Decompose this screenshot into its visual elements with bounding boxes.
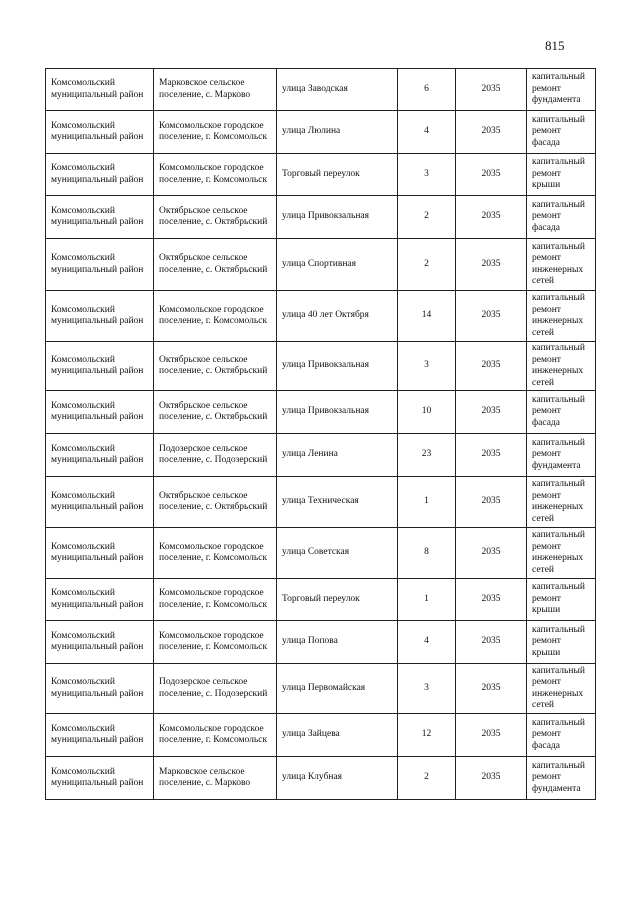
street-cell: улица Привокзальная [277,391,398,434]
district-cell: Комсомольский муниципальный район [46,69,154,111]
settlement-cell: Октябрьское сельское поселение, с. Октябрьский [154,477,277,528]
settlement-cell: Комсомольское городское поселение, г. Комсомольск [154,528,277,579]
house-number-cell: 1 [398,477,456,528]
table-row [46,196,596,239]
year-cell: 2035 [456,714,527,757]
house-number-cell: 1 [398,579,456,621]
district-cell: Комсомольский муниципальный район [46,391,154,434]
work-type-cell: капитальный ремонт фасада [527,111,596,154]
table-row [46,434,596,477]
work-type-cell: капитальный ремонт фасада [527,196,596,239]
house-number-cell: 8 [398,528,456,579]
work-type-cell: капитальный ремонт крыши [527,579,596,621]
street-cell: улица 40 лет Октября [277,291,398,342]
work-type-cell: капитальный ремонт инженерных сетей [527,664,596,714]
district-cell: Комсомольский муниципальный район [46,196,154,239]
table-row [46,664,596,714]
settlement-cell: Комсомольское городское поселение, г. Комсомольск [154,579,277,621]
house-number-cell: 3 [398,342,456,391]
house-number-cell: 4 [398,111,456,154]
house-number-cell: 10 [398,391,456,434]
district-cell: Комсомольский муниципальный район [46,621,154,664]
work-type-cell: капитальный ремонт инженерных сетей [527,291,596,342]
district-cell: Комсомольский муниципальный район [46,528,154,579]
year-cell: 2035 [456,477,527,528]
street-cell: улица Спортивная [277,239,398,291]
street-cell: улица Техническая [277,477,398,528]
year-cell: 2035 [456,621,527,664]
table-row [46,757,596,800]
street-cell: улица Советская [277,528,398,579]
table-row [46,154,596,196]
year-cell: 2035 [456,391,527,434]
street-cell: улица Люлина [277,111,398,154]
work-type-cell: капитальный ремонт инженерных сетей [527,528,596,579]
district-cell: Комсомольский муниципальный район [46,342,154,391]
settlement-cell: Марковское сельское поселение, с. Марково [154,757,277,800]
repair-registry-table [45,68,596,800]
house-number-cell: 2 [398,757,456,800]
district-cell: Комсомольский муниципальный район [46,477,154,528]
year-cell: 2035 [456,154,527,196]
work-type-cell: капитальный ремонт фундамента [527,757,596,800]
street-cell: улица Попова [277,621,398,664]
settlement-cell: Подозерское сельское поселение, с. Подозерский [154,434,277,477]
settlement-cell: Комсомольское городское поселение, г. Комсомольск [154,291,277,342]
house-number-cell: 2 [398,196,456,239]
district-cell: Комсомольский муниципальный район [46,664,154,714]
year-cell: 2035 [456,664,527,714]
house-number-cell: 3 [398,664,456,714]
street-cell: улица Привокзальная [277,196,398,239]
year-cell: 2035 [456,579,527,621]
street-cell: улица Ленина [277,434,398,477]
house-number-cell: 3 [398,154,456,196]
year-cell: 2035 [456,111,527,154]
table-row [46,111,596,154]
settlement-cell: Комсомольское городское поселение, г. Комсомольск [154,154,277,196]
street-cell: Торговый переулок [277,154,398,196]
district-cell: Комсомольский муниципальный район [46,111,154,154]
table-row [46,391,596,434]
table-row [46,528,596,579]
work-type-cell: капитальный ремонт инженерных сетей [527,342,596,391]
street-cell: улица Привокзальная [277,342,398,391]
district-cell: Комсомольский муниципальный район [46,291,154,342]
district-cell: Комсомольский муниципальный район [46,154,154,196]
year-cell: 2035 [456,291,527,342]
work-type-cell: капитальный ремонт фундамента [527,434,596,477]
house-number-cell: 2 [398,239,456,291]
year-cell: 2035 [456,434,527,477]
table-row [46,579,596,621]
house-number-cell: 23 [398,434,456,477]
work-type-cell: капитальный ремонт крыши [527,154,596,196]
table-row [46,714,596,757]
work-type-cell: капитальный ремонт крыши [527,621,596,664]
district-cell: Комсомольский муниципальный район [46,757,154,800]
street-cell: улица Клубная [277,757,398,800]
work-type-cell: капитальный ремонт инженерных сетей [527,477,596,528]
work-type-cell: капитальный ремонт инженерных сетей [527,239,596,291]
settlement-cell: Комсомольское городское поселение, г. Комсомольск [154,621,277,664]
house-number-cell: 4 [398,621,456,664]
settlement-cell: Подозерское сельское поселение, с. Подозерский [154,664,277,714]
house-number-cell: 12 [398,714,456,757]
table-row [46,69,596,111]
district-cell: Комсомольский муниципальный район [46,239,154,291]
house-number-cell: 14 [398,291,456,342]
work-type-cell: капитальный ремонт фасада [527,714,596,757]
settlement-cell: Октябрьское сельское поселение, с. Октябрьский [154,239,277,291]
year-cell: 2035 [456,342,527,391]
table-body [46,69,596,800]
settlement-cell: Октябрьское сельское поселение, с. Октябрьский [154,391,277,434]
settlement-cell: Комсомольское городское поселение, г. Комсомольск [154,111,277,154]
street-cell: улица Заводская [277,69,398,111]
district-cell: Комсомольский муниципальный район [46,579,154,621]
settlement-cell: Октябрьское сельское поселение, с. Октябрьский [154,342,277,391]
settlement-cell: Марковское сельское поселение, с. Марково [154,69,277,111]
district-cell: Комсомольский муниципальный район [46,714,154,757]
table-row [46,477,596,528]
year-cell: 2035 [456,757,527,800]
year-cell: 2035 [456,528,527,579]
settlement-cell: Комсомольское городское поселение, г. Комсомольск [154,714,277,757]
district-cell: Комсомольский муниципальный район [46,434,154,477]
page-number: 815 [545,38,565,53]
house-number-cell: 6 [398,69,456,111]
table-row [46,291,596,342]
year-cell: 2035 [456,196,527,239]
street-cell: улица Первомайская [277,664,398,714]
table-row [46,342,596,391]
street-cell: улица Зайцева [277,714,398,757]
work-type-cell: капитальный ремонт фундамента [527,69,596,111]
table-row [46,239,596,291]
work-type-cell: капитальный ремонт фасада [527,391,596,434]
settlement-cell: Октябрьское сельское поселение, с. Октябрьский [154,196,277,239]
table-row [46,621,596,664]
street-cell: Торговый переулок [277,579,398,621]
year-cell: 2035 [456,69,527,111]
year-cell: 2035 [456,239,527,291]
